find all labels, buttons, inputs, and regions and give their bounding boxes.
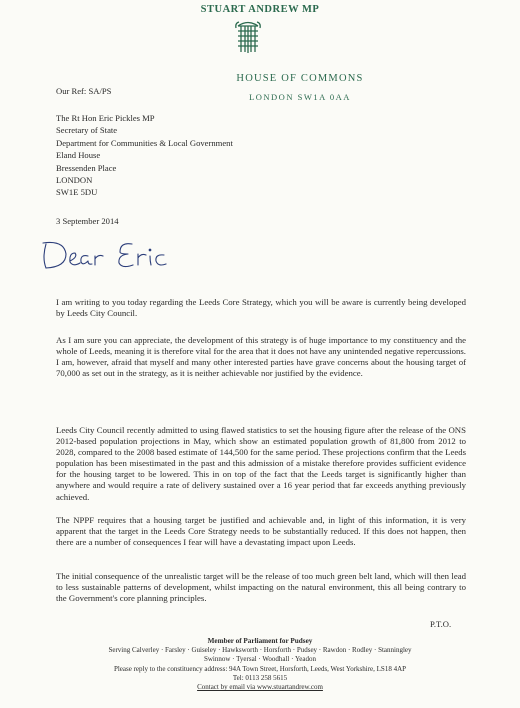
body-paragraph: I am writing to you today regarding the Leeds Core Strategy, which you will be aware is currently being developed by Leeds City Council. [56,297,466,319]
recipient-line: The Rt Hon Eric Pickles MP [56,113,155,123]
body-paragraph: As I am sure you can appreciate, the development of this strategy is of huge importance to my constituency and the whole of Leeds, meaning it is therefore vital for the area that it does not have any unintended negative repercussions. I am, however, afraid that myself and many other interested parties have grave concerns about the housing target of 70,000 as set out in the strategy, as it is neither achievable nor justified by the evidence. [56,335,466,379]
portcullis-icon [235,20,261,54]
recipient-line: LONDON [56,175,93,186]
please-turn-over: P.T.O. [430,619,452,629]
footer-telephone: Tel: 0113 258 5615 [232,673,288,682]
letter-date: 3 September 2014 [56,216,119,226]
mp-name: STUART ANDREW MP [200,4,320,15]
handwritten-salutation [40,234,170,278]
body-paragraph: The NPPF requires that a housing target be justified and achievable and, in light of this information, it is very apparent that the target in the Leeds Core Strategy needs to be substantially reduced. If this does not happen, then there are a number of consequences I fear will have a devastating impact upon Leeds. [56,515,466,548]
footer-areas: Serving Calverley · Farsley · Guiseley · Hawksworth · Horsforth · Pudsey · Rawdon · Rodley · Stanningley [108,646,412,655]
footer-title: Member of Parliament for Pudsey [207,637,313,645]
footer-contact-link[interactable]: Contact by email via www.stuartandrew.com [197,683,323,692]
recipient-line: Secretary of State [56,125,118,136]
recipient-line: Bressenden Place [56,162,117,173]
body-paragraph: The initial consequence of the unrealistic target will be the release of too much green belt land, which will then lead to less sustainable patterns of development, whilst impacting on the natural environment, this all being contrary to the Government's core planning principles. [56,571,466,604]
body-paragraph: Leeds City Council recently admitted to using flawed statistics to set the housing figure after the release of the ONS 2012-based population projections in May, which show an estimated population growth of 81,800 from 2012 to 2028, compared to the 2008 based estimate of 144,500 for the same period. These projections confirm that the Leeds population has been misestimated in the past and this admission of a mistake therefore provides sufficient evidence for the housing target to be lowered. This in on top of the fact that the Leeds target is significantly higher than anywhere and would require a rate of delivery sustained over a 16 year period that far exceeds anything previously achieved. [56,425,466,502]
recipient-line: SW1E 5DU [56,187,98,198]
recipient-line: Eland House [56,150,101,161]
house-of-commons-address: LONDON SW1A 0AA [249,92,351,102]
letter-footer [40,637,480,692]
recipient-address [56,112,233,199]
our-reference: Our Ref: SA/PS [56,86,112,96]
recipient-line: Department for Communities & Local Government [56,137,233,148]
footer-areas: Swinnow · Tyersal · Woodhall · Yeadon [203,655,317,664]
footer-reply-address: Please reply to the constituency address: 94A Town Street, Horsforth, Leeds, West Yorkshire, LS18 4AP [113,664,407,673]
house-of-commons-heading: HOUSE OF COMMONS [236,73,364,84]
